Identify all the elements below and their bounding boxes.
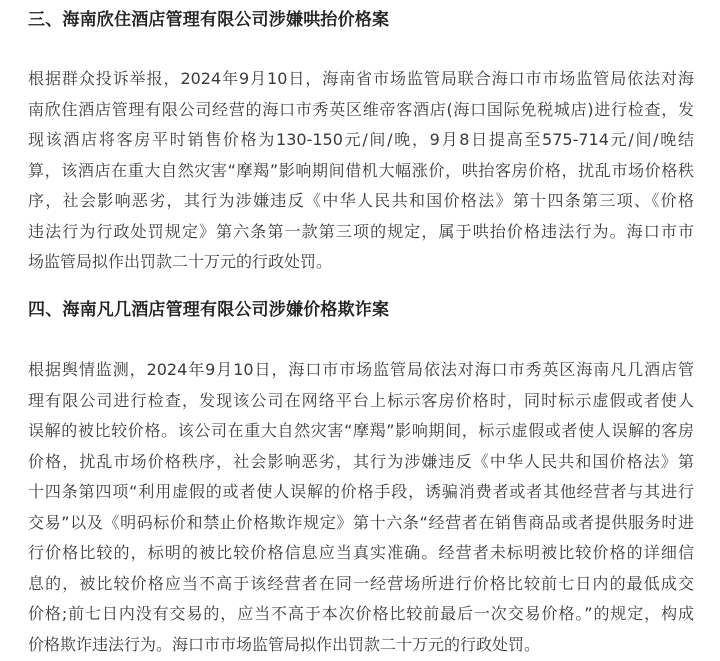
paragraph-line: 理有限公司进行检查，发现该公司在网络平台上标示客房价格时，同时标示虚假或者使人 xyxy=(28,390,694,410)
paragraph-line: 息的，被比较价格应当不高于该经营者在同一经营场所进行价格比较前七日内的最低成交 xyxy=(28,573,694,593)
paragraph-line: 现该酒店将客房平时销售价格为130-150元/间/晚，9月8日提高至575-714元/间/晚结 xyxy=(28,130,694,149)
section-paragraph-3 xyxy=(28,64,694,278)
paragraph-line: 算，该酒店在重大自然灾害“摩羯”影响期间借机大幅涨价，哄抬客房价格，扰乱市场价格秩 xyxy=(28,160,694,180)
section-paragraph-4 xyxy=(28,355,694,660)
paragraph-line: 违法行为行政处罚规定》第六条第一款第三项的规定，属于哄抬价格违法行为。海口市市 xyxy=(28,221,694,241)
paragraph-line: 序，社会影响恶劣，其行为涉嫌违反《中华人民共和国价格法》第十四条第三项、《价格 xyxy=(28,191,694,210)
paragraph-line: 误解的被比较价格。该公司在重大自然灾害“摩羯”影响期间，标示虚假或者使人误解的客房 xyxy=(28,421,694,440)
section-heading-3: 三、海南欣住酒店管理有限公司涉嫌哄抬价格案 xyxy=(28,10,390,30)
paragraph-line: 行价格比较的，标明的被比较价格信息应当真实准确。经营者未标明被比较价格的详细信 xyxy=(28,543,694,562)
section-heading-4: 四、海南凡几酒店管理有限公司涉嫌价格欺诈案 xyxy=(28,300,390,320)
paragraph-line: 交易”以及《明码标价和禁止价格欺诈规定》第十六条“经营者在销售商品或者提供服务时进 xyxy=(28,512,694,532)
paragraph-line: 场监管局拟作出罚款二十万元的行政处罚。 xyxy=(28,252,333,271)
paragraph-line: 十四条第四项“利用虚假的或者使人误解的价格手段，诱骗消费者或者其他经营者与其进行 xyxy=(28,482,694,501)
paragraph-line: 价格欺诈违法行为。海口市市场监管局拟作出罚款二十万元的行政处罚。 xyxy=(28,634,541,654)
paragraph-line: 价格;前七日内没有交易的，应当不高于本次价格比较前最后一次交易价格。”的规定，构成 xyxy=(28,604,694,623)
paragraph-line: 根据群众投诉举报，2024年9月10日，海南省市场监管局联合海口市市场监管局依法对海 xyxy=(28,69,694,88)
paragraph-line: 根据舆情监测，2024年9月10日，海口市市场监管局依法对海口市秀英区海南凡几酒店管 xyxy=(28,360,694,379)
paragraph-line: 价格，扰乱市场价格秩序，社会影响恶劣，其行为涉嫌违反《中华人民共和国价格法》第 xyxy=(28,451,694,471)
paragraph-line: 南欣住酒店管理有限公司经营的海口市秀英区维帝客酒店(海口国际免税城店)进行检查，发 xyxy=(28,99,694,119)
